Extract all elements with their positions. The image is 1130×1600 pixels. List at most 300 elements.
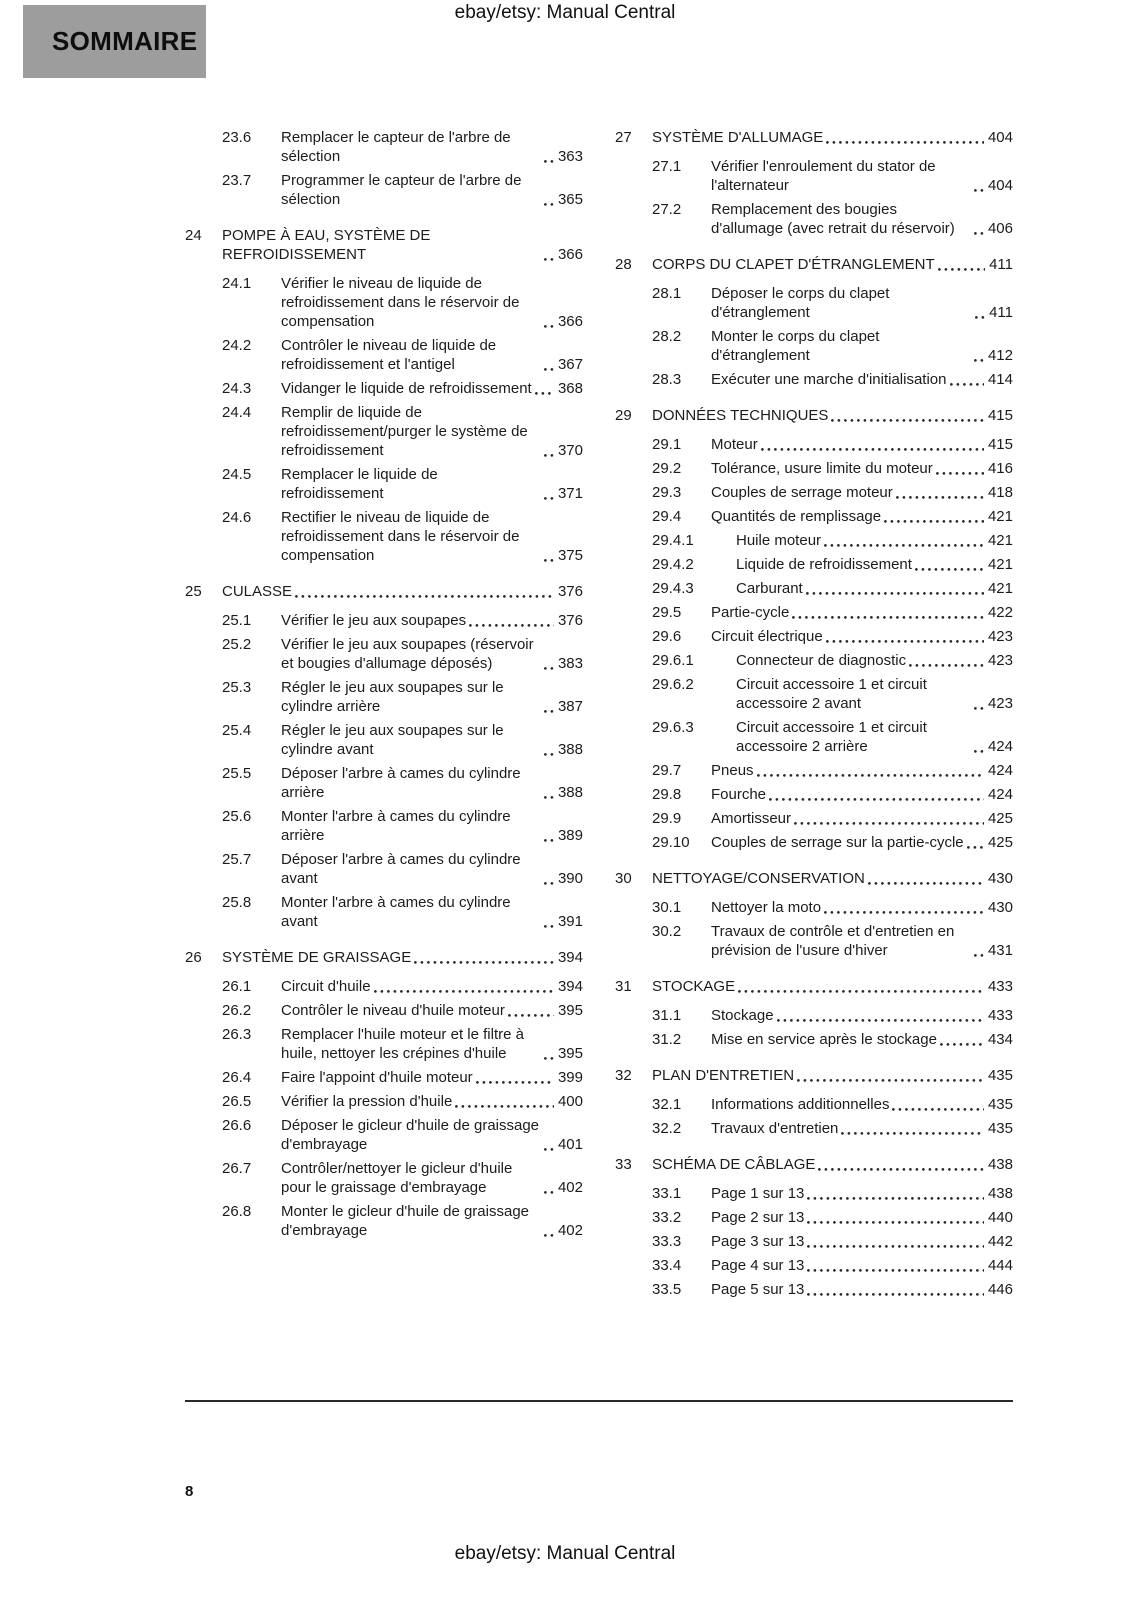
toc-leader-dots <box>975 316 985 319</box>
toc-entry <box>615 809 1013 828</box>
toc-entry-body <box>652 977 1013 996</box>
toc-leader-dots <box>476 1081 554 1084</box>
toc-entry <box>615 1232 1013 1251</box>
toc-entry-number: 29 <box>615 407 632 424</box>
toc-entry-page: 440 <box>987 1209 1013 1226</box>
toc-entry-number: 27.1 <box>652 158 682 175</box>
toc-entry-page: 444 <box>987 1257 1013 1274</box>
toc-entry-number: 33.1 <box>652 1185 682 1202</box>
toc-entry <box>615 1256 1013 1275</box>
toc-entry <box>185 850 583 888</box>
toc-entry-body <box>736 651 1013 670</box>
toc-leader-dots <box>892 1108 984 1111</box>
toc-entry-page: 367 <box>557 356 583 373</box>
toc-entry <box>615 157 1013 195</box>
toc-entry-body <box>281 379 583 398</box>
toc-entry-body <box>711 370 1013 389</box>
page-footer <box>0 1543 1130 1565</box>
toc-entry-title: Déposer le gicleur d'huile de graissage d'embrayage <box>281 1117 540 1153</box>
toc-entry <box>185 807 583 845</box>
toc-entry-title: POMPE À EAU, SYSTÈME DE REFROIDISSEMENT <box>222 227 431 263</box>
toc-entry-number: 29.6.2 <box>652 676 694 693</box>
toc-entry-title: Carburant <box>736 580 803 597</box>
toc-entry-body <box>711 1184 1013 1203</box>
toc-entry-title: Vérifier l'enroulement du stator de l'alternateur <box>711 158 936 194</box>
toc-entry-body <box>281 336 583 374</box>
toc-entry-title: Page 1 sur 13 <box>711 1185 805 1202</box>
toc-entry <box>185 1025 583 1063</box>
toc-leader-dots <box>818 1168 984 1171</box>
toc-entry-title: Partie-cycle <box>711 604 790 621</box>
toc-entry-number: 29.5 <box>652 604 682 621</box>
toc-entry-number: 26.3 <box>222 1026 252 1043</box>
toc-entry-number: 25 <box>185 583 202 600</box>
toc-leader-dots <box>807 1269 984 1272</box>
toc-entry-number: 31.1 <box>652 1007 682 1024</box>
toc-leader-dots <box>761 448 984 451</box>
toc-entry <box>615 1184 1013 1203</box>
toc-entry <box>615 1095 1013 1114</box>
toc-entry-body <box>652 1066 1013 1085</box>
toc-entry <box>615 327 1013 365</box>
toc-entry <box>185 226 583 264</box>
toc-leader-dots <box>806 592 984 595</box>
toc-entry-number: 33.5 <box>652 1281 682 1298</box>
toc-leader-dots <box>896 496 984 499</box>
toc-leader-dots <box>508 1014 554 1017</box>
toc-entry-title: Connecteur de diagnostic <box>736 652 907 669</box>
toc-entry-title: Vérifier le jeu aux soupapes (réservoir et bougies d'allumage déposés) <box>281 636 534 672</box>
toc-entry-title: Déposer l'arbre à cames du cylindre arrière <box>281 765 521 801</box>
toc-leader-dots <box>797 1079 984 1082</box>
toc-entry-title: Informations additionnelles <box>711 1096 890 1113</box>
toc-entry-number: 26.6 <box>222 1117 252 1134</box>
toc-entry-number: 23.7 <box>222 172 252 189</box>
toc-entry-page: 363 <box>557 148 583 165</box>
toc-leader-dots <box>414 961 554 964</box>
toc-leader-dots <box>807 1197 984 1200</box>
toc-leader-dots <box>909 664 984 667</box>
toc-entry-number: 25.7 <box>222 851 252 868</box>
toc-leader-dots <box>455 1105 554 1108</box>
toc-entry-body <box>652 406 1013 425</box>
toc-entry-body <box>736 579 1013 598</box>
toc-entry-title: Régler le jeu aux soupapes sur le cylindre avant <box>281 722 504 758</box>
toc-entry-page: 365 <box>557 191 583 208</box>
toc-leader-dots <box>544 1234 554 1237</box>
toc-leader-dots <box>544 1057 554 1060</box>
toc-entry-number: 33.3 <box>652 1233 682 1250</box>
toc-entry-title: Remplir de liquide de refroidissement/purger le système de refroidissement <box>281 404 528 459</box>
toc-entry <box>185 948 583 967</box>
toc-leader-dots <box>940 1043 984 1046</box>
toc-entry <box>615 1066 1013 1085</box>
toc-entry-number: 28.3 <box>652 371 682 388</box>
toc-leader-dots <box>826 640 984 643</box>
toc-entry-page: 423 <box>987 628 1013 645</box>
toc-entry-body <box>281 721 583 759</box>
toc-entry <box>615 761 1013 780</box>
toc-entry-number: 29.6.3 <box>652 719 694 736</box>
toc-leader-dots <box>544 454 554 457</box>
toc-entry-number: 28 <box>615 256 632 273</box>
toc-entry <box>615 459 1013 478</box>
toc-entry <box>615 1030 1013 1049</box>
toc-entry-body <box>711 483 1013 502</box>
toc-entry-body <box>281 893 583 931</box>
toc-entry-number: 33.2 <box>652 1209 682 1226</box>
toc-leader-dots <box>974 954 984 957</box>
toc-entry-body <box>711 761 1013 780</box>
toc-entry-title: Vérifier le jeu aux soupapes <box>281 612 467 629</box>
toc-entry <box>185 508 583 565</box>
footer-divider <box>185 1400 1013 1402</box>
toc-leader-dots <box>807 1221 984 1224</box>
toc-leader-dots <box>544 667 554 670</box>
toc-entry-number: 25.3 <box>222 679 252 696</box>
toc-entry-body <box>281 1001 583 1020</box>
toc-entry <box>185 1116 583 1154</box>
toc-entry-page: 425 <box>987 810 1013 827</box>
toc-leader-dots <box>544 796 554 799</box>
toc-entry-number: 31.2 <box>652 1031 682 1048</box>
toc-entry-number: 26.2 <box>222 1002 252 1019</box>
toc-entry <box>185 1159 583 1197</box>
toc-leader-dots <box>950 383 984 386</box>
toc-entry-page: 406 <box>987 220 1013 237</box>
toc-entry <box>185 1092 583 1111</box>
toc-entry-body <box>281 508 583 565</box>
toc-entry-number: 26.8 <box>222 1203 252 1220</box>
header-title: ebay/etsy: Manual Central <box>454 2 676 23</box>
toc-entry-page: 366 <box>557 246 583 263</box>
toc-entry-title: Circuit d'huile <box>281 978 371 995</box>
table-of-contents <box>185 128 1013 1299</box>
toc-entry-page: 412 <box>987 347 1013 364</box>
toc-entry-page: 435 <box>987 1067 1013 1084</box>
toc-entry-page: 376 <box>557 612 583 629</box>
toc-entry-title: Déposer l'arbre à cames du cylindre avant <box>281 851 521 887</box>
toc-entry-title: Contrôler le niveau d'huile moteur <box>281 1002 505 1019</box>
toc-leader-dots <box>777 1019 984 1022</box>
toc-entry-body <box>736 555 1013 574</box>
toc-entry-body <box>711 1119 1013 1138</box>
toc-entry-title: Nettoyer la moto <box>711 899 822 916</box>
toc-entry-number: 29.6 <box>652 628 682 645</box>
toc-entry-title: Stockage <box>711 1007 774 1024</box>
toc-entry-page: 424 <box>987 762 1013 779</box>
toc-entry-page: 415 <box>987 436 1013 453</box>
toc-entry-title: Circuit accessoire 1 et circuit accessoire 2 arrière <box>736 719 927 755</box>
toc-entry-number: 24.5 <box>222 466 252 483</box>
toc-entry-number: 29.7 <box>652 762 682 779</box>
toc-leader-dots <box>915 568 984 571</box>
toc-entry-number: 29.2 <box>652 460 682 477</box>
toc-leader-dots <box>974 232 984 235</box>
toc-entry-page: 431 <box>987 942 1013 959</box>
toc-leader-dots <box>807 1245 984 1248</box>
toc-leader-dots <box>868 882 984 885</box>
toc-entry-title: CULASSE <box>222 583 293 600</box>
toc-leader-dots <box>544 925 554 928</box>
toc-entry-page: 442 <box>987 1233 1013 1250</box>
toc-entry <box>615 1155 1013 1174</box>
toc-entry-title: Page 4 sur 13 <box>711 1257 805 1274</box>
banner-label: SOMMAIRE <box>52 26 198 56</box>
toc-entry-number: 29.4.3 <box>652 580 694 597</box>
toc-entry-page: 433 <box>987 1007 1013 1024</box>
toc-entry <box>615 435 1013 454</box>
toc-entry-page: 368 <box>557 380 583 397</box>
toc-entry <box>185 678 583 716</box>
page-number: 8 <box>185 1483 194 1500</box>
toc-leader-dots <box>967 846 984 849</box>
toc-entry <box>615 284 1013 322</box>
toc-entry-title: Vidanger le liquide de refroidissement <box>281 380 532 397</box>
toc-entry-page: 400 <box>557 1093 583 1110</box>
toc-leader-dots <box>544 753 554 756</box>
toc-entry-page: 423 <box>987 652 1013 669</box>
toc-entry-title: Rectifier le niveau de liquide de refroidissement dans le réservoir de compensation <box>281 509 520 564</box>
toc-leader-dots <box>807 1293 984 1296</box>
toc-entry-number: 29.9 <box>652 810 682 827</box>
toc-entry-title: Remplacement des bougies d'allumage (avec retrait du réservoir) <box>711 201 955 237</box>
toc-entry <box>615 370 1013 389</box>
toc-leader-dots <box>974 359 984 362</box>
toc-leader-dots <box>544 839 554 842</box>
toc-entry-body <box>652 128 1013 147</box>
toc-leader-dots <box>544 559 554 562</box>
toc-entry <box>615 531 1013 550</box>
toc-entry-body <box>652 255 1013 274</box>
toc-entry <box>615 603 1013 622</box>
toc-entry-body <box>281 1092 583 1111</box>
toc-entry-page: 411 <box>989 256 1013 273</box>
toc-leader-dots <box>792 616 984 619</box>
toc-entry-number: 29.3 <box>652 484 682 501</box>
toc-entry-title: Liquide de refroidissement <box>736 556 912 573</box>
toc-entry-body <box>711 507 1013 526</box>
toc-entry <box>615 1280 1013 1299</box>
toc-leader-dots <box>469 624 554 627</box>
toc-entry <box>615 406 1013 425</box>
toc-entry-body <box>281 403 583 460</box>
toc-entry-number: 24.6 <box>222 509 252 526</box>
toc-entry-title: Mise en service après le stockage <box>711 1031 937 1048</box>
toc-entry <box>185 465 583 503</box>
toc-entry-title: Remplacer le liquide de refroidissement <box>281 466 438 502</box>
toc-entry-title: Quantités de remplissage <box>711 508 882 525</box>
toc-entry-title: CORPS DU CLAPET D'ÉTRANGLEMENT <box>652 256 935 273</box>
toc-entry <box>185 611 583 630</box>
toc-entry-body <box>281 1159 583 1197</box>
toc-entry-body <box>711 603 1013 622</box>
toc-leader-dots <box>936 472 984 475</box>
toc-entry-body <box>281 1202 583 1240</box>
toc-entry-title: Faire l'appoint d'huile moteur <box>281 1069 473 1086</box>
toc-entry-body <box>711 809 1013 828</box>
toc-entry-number: 33.4 <box>652 1257 682 1274</box>
toc-entry-body <box>281 850 583 888</box>
toc-entry-number: 29.4 <box>652 508 682 525</box>
sommaire-banner <box>23 5 206 78</box>
toc-entry-page: 388 <box>557 784 583 801</box>
toc-entry-body <box>281 611 583 630</box>
toc-entry-page: 366 <box>557 313 583 330</box>
toc-entry <box>615 898 1013 917</box>
toc-entry-page: 395 <box>557 1045 583 1062</box>
toc-entry-title: Huile moteur <box>736 532 822 549</box>
toc-entry-body <box>281 977 583 996</box>
toc-entry <box>615 483 1013 502</box>
toc-entry-title: Couples de serrage sur la partie-cycle <box>711 834 964 851</box>
toc-entry-body <box>711 1208 1013 1227</box>
toc-entry-body <box>711 1280 1013 1299</box>
toc-entry-page: 430 <box>987 870 1013 887</box>
toc-content <box>185 128 1013 1299</box>
toc-entry-body <box>222 582 583 601</box>
toc-entry-number: 24.1 <box>222 275 252 292</box>
toc-entry-number: 26.4 <box>222 1069 252 1086</box>
toc-leader-dots <box>738 990 984 993</box>
toc-entry-page: 435 <box>987 1120 1013 1137</box>
toc-entry-number: 27 <box>615 129 632 146</box>
toc-entry <box>185 977 583 996</box>
toc-entry-title: SYSTÈME DE GRAISSAGE <box>222 949 412 966</box>
toc-entry-title: NETTOYAGE/CONSERVATION <box>652 870 865 887</box>
toc-leader-dots <box>544 325 554 328</box>
toc-leader-dots <box>831 419 984 422</box>
toc-entry-number: 28.1 <box>652 285 682 302</box>
toc-leader-dots <box>535 392 554 395</box>
toc-entry-number: 25.5 <box>222 765 252 782</box>
toc-leader-dots <box>841 1132 984 1135</box>
toc-entry <box>615 128 1013 147</box>
toc-entry-number: 29.1 <box>652 436 682 453</box>
toc-entry-page: 424 <box>987 786 1013 803</box>
toc-leader-dots <box>824 544 984 547</box>
toc-entry-page: 411 <box>989 304 1013 321</box>
toc-entry-title: Monter l'arbre à cames du cylindre arrière <box>281 808 511 844</box>
toc-leader-dots <box>974 750 984 753</box>
toc-entry-number: 25.6 <box>222 808 252 825</box>
toc-entry-page: 414 <box>987 371 1013 388</box>
toc-entry <box>185 764 583 802</box>
toc-entry <box>615 718 1013 756</box>
toc-entry-title: Tolérance, usure limite du moteur <box>711 460 933 477</box>
toc-entry <box>615 200 1013 238</box>
toc-entry-body <box>711 898 1013 917</box>
toc-entry-body <box>222 948 583 967</box>
toc-entry <box>185 1068 583 1087</box>
toc-entry-body <box>711 1095 1013 1114</box>
toc-entry-body <box>652 869 1013 888</box>
toc-column-left <box>185 128 583 1299</box>
toc-entry-page: 402 <box>557 1222 583 1239</box>
toc-entry-page: 383 <box>557 655 583 672</box>
toc-entry <box>185 1202 583 1240</box>
toc-entry-page: 421 <box>987 508 1013 525</box>
toc-entry-page: 376 <box>557 583 583 600</box>
toc-entry-title: SYSTÈME D'ALLUMAGE <box>652 129 824 146</box>
toc-entry-number: 32.2 <box>652 1120 682 1137</box>
toc-entry <box>185 582 583 601</box>
toc-entry-number: 31 <box>615 978 632 995</box>
toc-entry <box>615 255 1013 274</box>
toc-entry-page: 387 <box>557 698 583 715</box>
toc-entry-title: Monter le corps du clapet d'étranglement <box>711 328 880 364</box>
toc-entry-title: Travaux d'entretien <box>711 1120 839 1137</box>
toc-leader-dots <box>824 911 984 914</box>
toc-entry-page: 438 <box>987 1156 1013 1173</box>
toc-entry <box>185 893 583 931</box>
toc-entry-number: 29.4.1 <box>652 532 694 549</box>
toc-entry-page: 421 <box>987 580 1013 597</box>
toc-entry-page: 418 <box>987 484 1013 501</box>
toc-entry-body <box>711 627 1013 646</box>
toc-leader-dots <box>974 707 984 710</box>
toc-entry-body <box>711 1006 1013 1025</box>
toc-entry-page: 433 <box>987 978 1013 995</box>
toc-entry-number: 24.4 <box>222 404 252 421</box>
toc-entry <box>615 651 1013 670</box>
toc-entry-title: Régler le jeu aux soupapes sur le cylindre arrière <box>281 679 504 715</box>
toc-entry-body <box>711 284 1013 322</box>
toc-entry-page: 430 <box>987 899 1013 916</box>
toc-entry-body <box>652 1155 1013 1174</box>
toc-entry <box>185 635 583 673</box>
toc-entry <box>185 128 583 166</box>
toc-entry-title: SCHÉMA DE CÂBLAGE <box>652 1156 816 1173</box>
toc-entry <box>615 675 1013 713</box>
toc-entry-title: Vérifier la pression d'huile <box>281 1093 453 1110</box>
toc-entry-number: 32 <box>615 1067 632 1084</box>
toc-entry-title: Remplacer le capteur de l'arbre de sélection <box>281 129 511 165</box>
toc-leader-dots <box>374 990 554 993</box>
toc-entry-page: 421 <box>987 532 1013 549</box>
toc-entry-number: 30.1 <box>652 899 682 916</box>
toc-entry-title: Monter le gicleur d'huile de graissage d'embrayage <box>281 1203 530 1239</box>
toc-leader-dots <box>544 160 554 163</box>
toc-entry <box>185 336 583 374</box>
toc-entry-number: 33 <box>615 1156 632 1173</box>
toc-entry <box>185 171 583 209</box>
toc-entry <box>185 379 583 398</box>
toc-entry-body <box>281 171 583 209</box>
toc-entry-page: 416 <box>987 460 1013 477</box>
toc-leader-dots <box>544 368 554 371</box>
toc-entry-title: PLAN D'ENTRETIEN <box>652 1067 795 1084</box>
toc-entry-page: 425 <box>987 834 1013 851</box>
toc-entry-title: Pneus <box>711 762 754 779</box>
toc-entry-title: Page 3 sur 13 <box>711 1233 805 1250</box>
toc-entry-title: Moteur <box>711 436 758 453</box>
toc-entry-body <box>281 635 583 673</box>
toc-entry-title: Monter l'arbre à cames du cylindre avant <box>281 894 511 930</box>
toc-entry-body <box>736 531 1013 550</box>
toc-entry-title: Amortisseur <box>711 810 792 827</box>
toc-entry-title: Page 2 sur 13 <box>711 1209 805 1226</box>
toc-leader-dots <box>794 822 984 825</box>
toc-entry <box>615 1119 1013 1138</box>
toc-entry-body <box>281 678 583 716</box>
toc-entry-number: 26.7 <box>222 1160 252 1177</box>
toc-entry-title: Exécuter une marche d'initialisation <box>711 371 947 388</box>
toc-entry-body <box>281 807 583 845</box>
toc-entry-body <box>281 1116 583 1154</box>
toc-leader-dots <box>544 882 554 885</box>
toc-entry-body <box>736 675 1013 713</box>
